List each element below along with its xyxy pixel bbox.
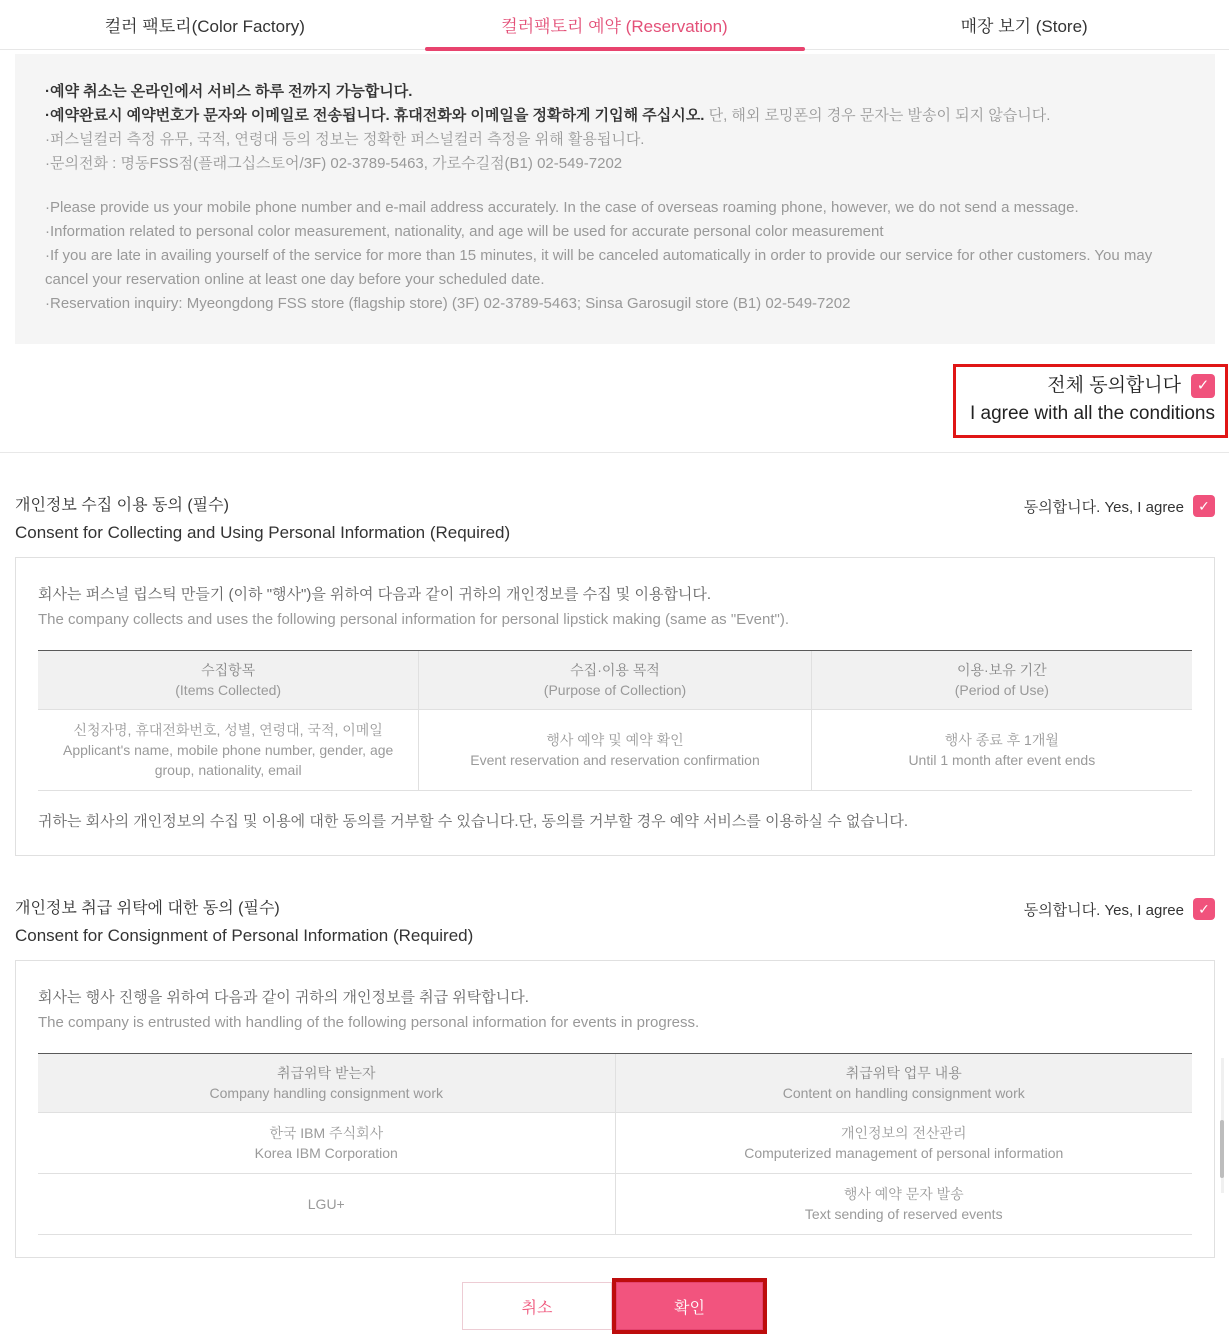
consent1-th-purpose: 수집·이용 목적 (Purpose of Collection) <box>419 651 811 710</box>
notice-box <box>15 54 1215 344</box>
scrollbar-thumb[interactable] <box>1220 1120 1224 1178</box>
consent2-cell-lgu-work: 행사 예약 문자 발송 Text sending of reserved events <box>615 1174 1192 1235</box>
consent1-heading <box>15 493 1215 547</box>
consent1-intro-en: The company collects and uses the following personal information for personal lipstick making (same as "Event"). <box>38 611 790 628</box>
consent2-intro-en: The company is entrusted with handling of the following personal information for events in progress. <box>38 1014 700 1031</box>
agree-all-label-ko: 전체 동의합니다 <box>1047 375 1181 396</box>
confirm-button[interactable]: 확인 <box>616 1282 763 1330</box>
consent2-th-content: 취급위탁 업무 내용 Content on handling consignment work <box>615 1054 1192 1113</box>
agree-all-label-en: I agree with all the conditions <box>969 403 1215 424</box>
consent1-cell-purpose: 행사 예약 및 예약 확인 Event reservation and reservation confirmation <box>419 710 811 791</box>
consent2-box <box>15 960 1215 1258</box>
consent2-cell-ibm: 한국 IBM 주식회사 Korea IBM Corporation <box>38 1113 615 1174</box>
agree-all-checkbox[interactable] <box>1191 374 1215 398</box>
consent1-th-period: 이용·보유 기간 (Period of Use) <box>811 651 1192 710</box>
tab-color-factory-label: 컬러 팩토리(Color Factory) <box>104 17 305 36</box>
notice-line-en-4: ·Reservation inquiry: Myeongdong FSS store (flagship store) (3F) 02-3789-5463; Sinsa Garosugil store (B1) 02-549-7202 <box>45 295 851 312</box>
tab-store[interactable] <box>819 0 1229 49</box>
consent2-table-header-row <box>38 1054 1192 1113</box>
consent2-titles <box>15 896 473 950</box>
consent2-cell-ibm-work: 개인정보의 전산관리 Computerized management of personal information <box>615 1113 1192 1174</box>
confirm-annotation-box <box>612 1278 767 1334</box>
consent1-title-en: Consent for Collecting and Using Personal Information (Required) <box>15 523 511 542</box>
consent1-cell-period: 행사 종료 후 1개월 Until 1 month after event ends <box>811 710 1192 791</box>
consent2-checkbox[interactable] <box>1193 898 1215 920</box>
tab-reservation[interactable] <box>410 0 820 49</box>
section-divider <box>0 452 1229 453</box>
tab-bar <box>0 0 1229 50</box>
check-icon: ✓ <box>1198 900 1210 917</box>
consent2-title-ko: 개인정보 취급 위탁에 대한 동의 (필수) <box>15 900 280 917</box>
consent1-table-row <box>38 710 1192 791</box>
notice-line-ko-4: ·문의전화 : 명동FSS점(플래그십스토어/3F) 02-3789-5463, 가로수길점(B1) 02-549-7202 <box>45 155 623 172</box>
notice-line-en-1: ·Please provide us your mobile phone number and e-mail address accurately. In the case of overseas roaming phone, however, we do not send a message. <box>45 199 1079 216</box>
consent2-agree <box>1024 898 1215 920</box>
consent1-table <box>38 650 1192 791</box>
notice-line-en-2: ·Information related to personal color measurement, nationality, and age will be used for accurate personal color measurement <box>45 223 884 240</box>
consent2-heading <box>15 896 1215 950</box>
consent2-cell-lgu: LGU+ <box>38 1174 615 1235</box>
agree-all-row <box>0 364 1229 438</box>
tab-color-factory[interactable] <box>0 0 410 49</box>
consent2-title-en: Consent for Consignment of Personal Information (Required) <box>15 926 474 945</box>
button-row <box>0 1278 1229 1334</box>
consent1-table-header-row <box>38 651 1192 710</box>
consent1-cell-items: 신청자명, 휴대전화번호, 성별, 연령대, 국적, 이메일 Applicant's name, mobile phone number, gender, age group, nationality, email <box>38 710 419 791</box>
tab-reservation-label: 컬러팩토리 예약 (Reservation) <box>501 17 728 36</box>
consent1-title-ko: 개인정보 수집 이용 동의 (필수) <box>15 497 229 514</box>
check-icon: ✓ <box>1198 497 1210 514</box>
consent1-footer-note: 귀하는 회사의 개인정보의 수집 및 이용에 대한 동의를 거부할 수 있습니다.단, 동의를 거부할 경우 예약 서비스를 이용하실 수 없습니다. <box>38 813 908 830</box>
consent2-table-row-ibm <box>38 1113 1192 1174</box>
consent2-agree-label: 동의합니다. Yes, I agree <box>1023 901 1184 919</box>
consent2-table <box>38 1053 1192 1235</box>
consent2-table-row-lgu <box>38 1174 1192 1235</box>
cancel-button[interactable]: 취소 <box>462 1282 612 1330</box>
consent1-intro-ko: 회사는 퍼스널 립스틱 만들기 (이하 "행사")을 위하여 다음과 같이 귀하의 개인정보를 수집 및 이용합니다. <box>38 586 712 603</box>
consent1-checkbox[interactable] <box>1193 495 1215 517</box>
consent1-titles <box>15 493 510 547</box>
consent1-agree-label: 동의합니다. Yes, I agree <box>1023 498 1184 516</box>
consent1-agree <box>1024 495 1215 517</box>
check-icon: ✓ <box>1196 377 1210 394</box>
active-tab-underline <box>425 47 805 51</box>
notice-line-ko-2: ·예약완료시 예약번호가 문자와 이메일로 전송됩니다. 휴대전화와 이메일을 정확하게 기입해 주십시오. 단, 해외 로밍폰의 경우 문자는 발송이 되지 않습니다. <box>45 107 1051 124</box>
notice-gap <box>45 176 1185 196</box>
agree-all-line <box>970 373 1215 399</box>
tab-store-label: 매장 보기 (Store) <box>960 17 1088 36</box>
consent1-box <box>15 557 1215 856</box>
notice-line-en-3: ·If you are late in availing yourself of the service for more than 15 minutes, it will be canceled automatically in order to provide our service for other customers. You may cancel your reservation online at least one day before your scheduled date. <box>45 247 1153 288</box>
consent2-intro-ko: 회사는 행사 진행을 위하여 다음과 같이 귀하의 개인정보를 취급 위탁합니다. <box>38 989 529 1006</box>
notice-line-ko-1: ·예약 취소는 온라인에서 서비스 하루 전까지 가능합니다. <box>45 83 413 100</box>
notice-line-ko-3: ·퍼스널컬러 측정 유무, 국적, 연령대 등의 정보는 정확한 퍼스널컬러 측정을 위해 활용됩니다. <box>45 131 645 148</box>
consent1-th-items: 수집항목 (Items Collected) <box>38 651 419 710</box>
consent2-th-company: 취급위탁 받는자 Company handling consignment work <box>38 1054 615 1113</box>
agree-all-annotation-box <box>953 364 1228 438</box>
